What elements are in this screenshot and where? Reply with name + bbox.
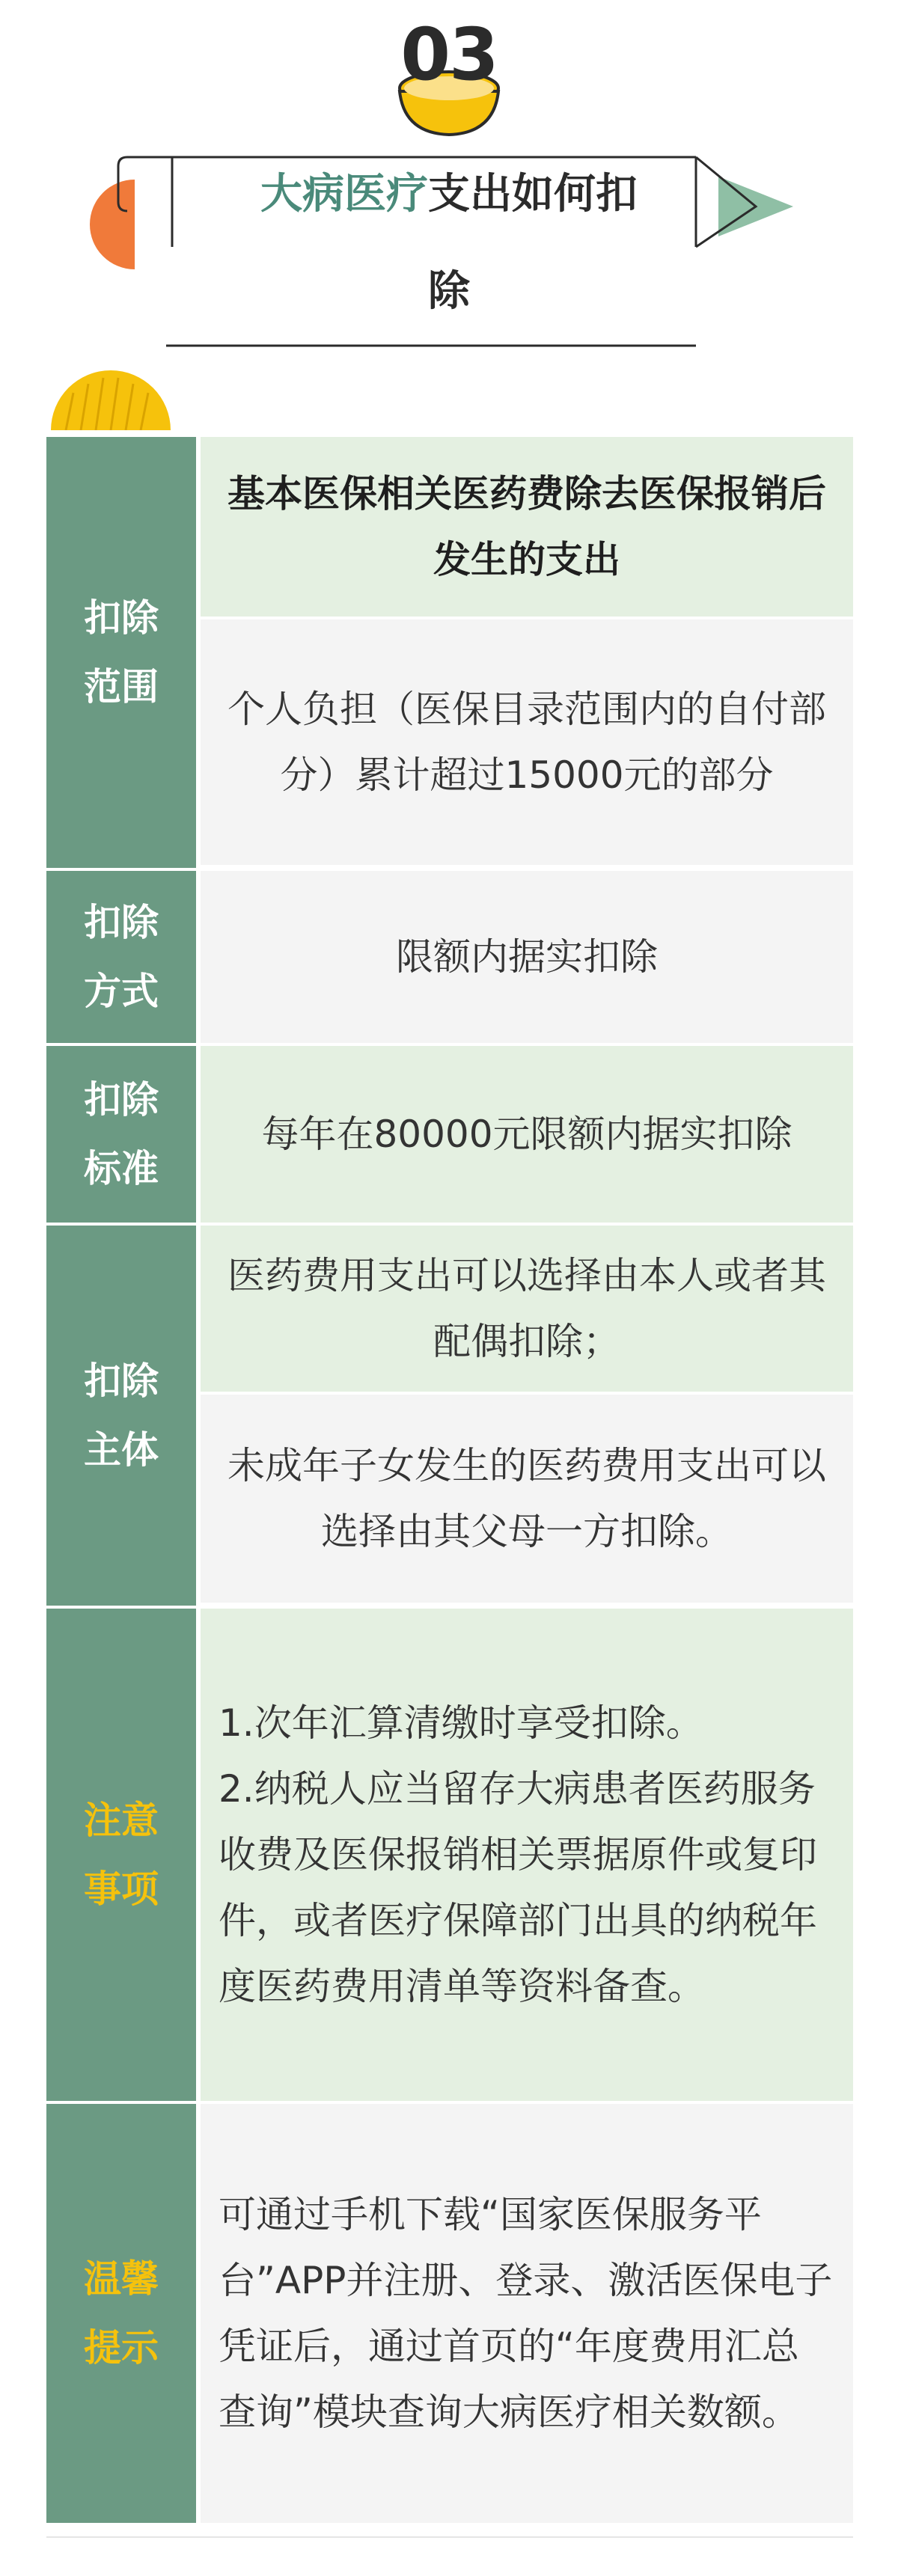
table-row-subject xyxy=(46,1226,853,1609)
table-cell: 基本医保相关医药费除去医保报销后发生的支出 xyxy=(201,437,853,617)
table-row-tips xyxy=(46,2104,853,2526)
table-cell: 限额内据实扣除 xyxy=(201,871,853,1043)
section-number: 03 xyxy=(400,13,498,97)
section-title-line2: 除 xyxy=(428,267,470,316)
table-row-method xyxy=(46,871,853,1046)
row-label: 扣除方式 xyxy=(46,871,201,1043)
row-label: 扣除主体 xyxy=(46,1226,201,1606)
divider xyxy=(46,2536,853,2538)
table-cell: 可通过手机下载“国家医保服务平台”APP并注册、登录、激活医保电子凭证后，通过首页的“年度费用汇总查询”模块查询大病医疗相关数额。 xyxy=(201,2104,853,2523)
table-cell: 医药费用支出可以选择由本人或者其配偶扣除； xyxy=(201,1226,853,1392)
title-frame xyxy=(0,142,898,367)
row-label: 注意事项 xyxy=(46,1609,201,2101)
deduction-table xyxy=(46,434,853,2526)
table-row-standard xyxy=(46,1046,853,1226)
sun-decoration xyxy=(43,370,178,430)
table-row-notes xyxy=(46,1609,853,2104)
table-row-scope xyxy=(46,437,853,871)
section-title xyxy=(180,157,718,232)
table-cell: 每年在80000元限额内据实扣除 xyxy=(201,1046,853,1223)
row-label: 扣除范围 xyxy=(46,437,201,868)
title-rest: 支出如何扣 xyxy=(428,170,638,218)
title-highlight: 大病医疗 xyxy=(260,170,428,218)
section-header xyxy=(0,0,898,389)
row-label: 温馨提示 xyxy=(46,2104,201,2523)
row-label: 扣除标准 xyxy=(46,1046,201,1223)
table-cell: 未成年子女发生的医药费用支出可以选择由其父母一方扣除。 xyxy=(201,1392,853,1603)
table-cell: 个人负担（医保目录范围内的自付部分）累计超过15000元的部分 xyxy=(201,617,853,865)
table-cell: 1.次年汇算清缴时享受扣除。 2.纳税人应当留存大病患者医药服务收费及医保报销相关票据原件或复印件，或者医疗保障部门出具的纳税年度医药费用清单等资料备查。 xyxy=(201,1609,853,2101)
